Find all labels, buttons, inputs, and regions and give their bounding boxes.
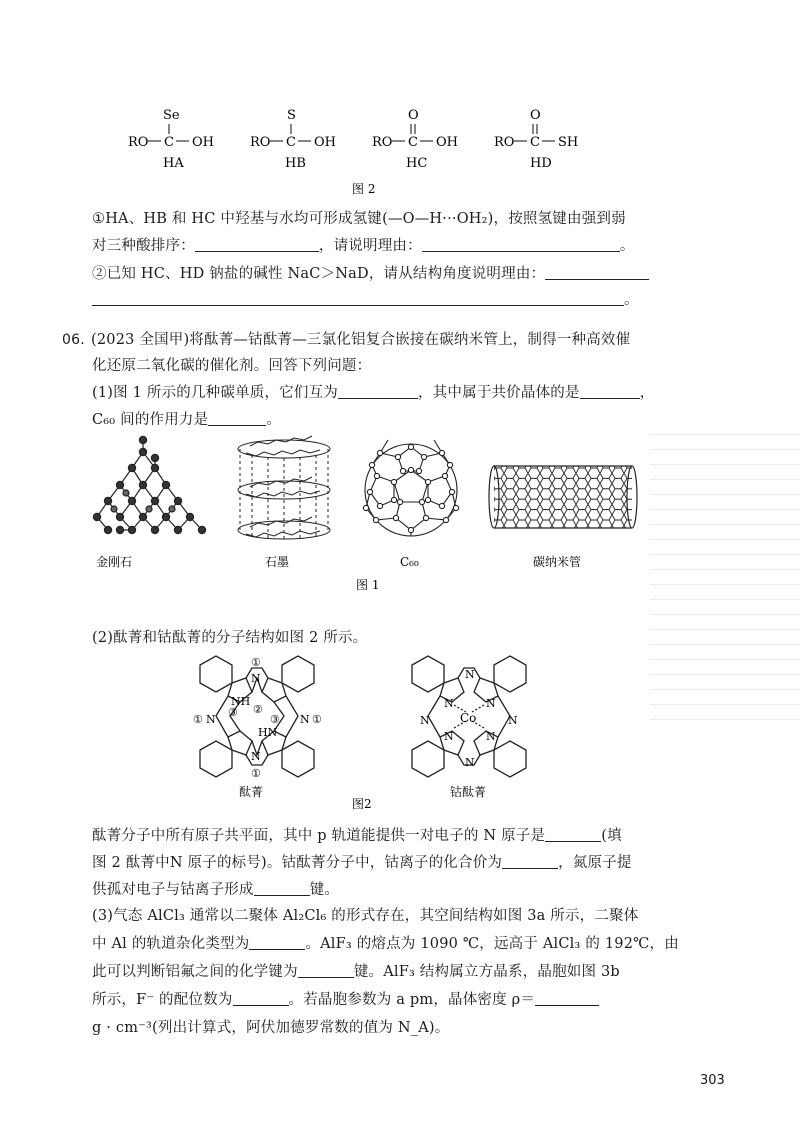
label-graphite: 石墨 (265, 555, 290, 569)
cop-n-left: N (420, 714, 430, 727)
q2-text: ②已知 HC、HD 钠盐的碱性 NaC＞NaD，请从结构角度说明理由： (92, 266, 546, 282)
figure-2b-caption: 图2 (352, 797, 372, 811)
svg-text:S: S (287, 108, 296, 123)
ptc-n-right: N (300, 713, 310, 726)
svg-text:OH: OH (436, 135, 458, 150)
q1-text-a: 对三种酸排序： (92, 238, 195, 254)
ptc-hn: HN (258, 726, 278, 739)
ptc-mark-3-right: ③ (270, 713, 280, 726)
svg-text:OH: OH (314, 135, 336, 150)
svg-text:HD: HD (530, 156, 552, 171)
cop-n-top: N (465, 668, 475, 681)
svg-text:HB: HB (285, 156, 306, 171)
label-nanotube: 碳纳米管 (533, 555, 582, 569)
ptc-mark-right: ① (312, 713, 322, 726)
answer-blank-p2-n (545, 827, 601, 842)
svg-text:OH: OH (192, 135, 214, 150)
part2-text-f: 键。 (309, 882, 340, 898)
svg-text:C: C (530, 135, 540, 150)
part2-text-e: 供孤对电子与钴离子形成 (92, 882, 254, 898)
svg-text:SH: SH (558, 135, 579, 150)
label-c60: C₆₀ (400, 555, 419, 569)
problem-stem-line2: 化还原二氧化碳的催化剂。回答下列问题： (92, 358, 372, 374)
svg-text:RO: RO (494, 135, 515, 150)
part3-text-c: 此可以判断铝氟之间的化学键为 (92, 964, 298, 980)
ptc-n-left: N (206, 713, 216, 726)
ptc-mark-2: ② (253, 703, 263, 716)
svg-text:O: O (530, 108, 541, 123)
page-number: 303 (700, 1073, 725, 1088)
part1-text-b: ，其中属于共价晶体的是 (417, 385, 580, 401)
q1-line1: ①HA、HB 和 HC 中羟基与水均可形成氢键(—O—H···OH₂)，按照氢键由强到弱 (92, 211, 626, 227)
part3-text-b: 。AlF₃ 的熔点为 1090 ℃，远高于 AlCl₃ 的 192℃，由 (305, 936, 679, 952)
cop-n-bottom: N (465, 756, 475, 769)
part3-line5: g · cm⁻³(列出计算式，阿伏加德罗常数的值为 N_A)。 (92, 1020, 450, 1036)
part1-text-e: 。 (266, 412, 282, 428)
cop-co: Co (460, 711, 477, 725)
svg-text:C: C (408, 135, 418, 150)
label-diamond: 金刚石 (96, 555, 133, 569)
part3-line2 (92, 934, 679, 954)
ptc-nh: NH (231, 695, 251, 708)
ptc-n-bottom: N (251, 750, 261, 763)
cop-n-inner-4: N (486, 730, 496, 743)
scan-artifact (650, 420, 800, 730)
part3-text-f: 。若晶胞参数为 a pm，晶体密度 ρ＝ (288, 992, 536, 1008)
svg-text:RO: RO (372, 135, 393, 150)
part3-line1: (3)气态 AlCl₃ 通常以二聚体 Al₂Cl₆ 的形式存在，其空间结构如图 3a 所示，二聚体 (92, 908, 639, 924)
answer-blank-p3-bond (298, 963, 354, 978)
problem-stem-line1: (2023 全国甲)将酞菁—钴酞菁—三氯化铝复合嵌接在碳纳米管上，制得一种高效催 (91, 332, 631, 348)
part3-line4 (92, 990, 599, 1010)
ptc-mark-left: ① (193, 713, 203, 726)
svg-text:Se: Se (163, 108, 180, 123)
part3-text-a: 中 Al 的轨道杂化类型为 (92, 936, 250, 952)
label-cobalt-phthalocyanine: 钴酞菁 (450, 785, 487, 799)
answer-blank-p3-coord (233, 991, 289, 1006)
part2-text-b: (填 (601, 828, 622, 844)
figure-2-caption: 图 2 (352, 182, 376, 196)
part2-intro: (2)酞菁和钴酞菁的分子结构如图 2 所示。 (92, 630, 368, 646)
problem-number: 06. (62, 332, 85, 348)
svg-text:RO: RO (128, 135, 149, 150)
figure-1-caption: 图 1 (356, 578, 380, 592)
ptc-mark-3: ③ (228, 706, 238, 719)
part1-text-c: ， (639, 385, 655, 401)
cop-n-inner-1: N (444, 697, 454, 710)
label-phthalocyanine: 酞菁 (239, 785, 264, 799)
part1-text-d: C₆₀ 间的作用力是 (92, 412, 209, 428)
answer-blank-p2-bond (254, 881, 310, 896)
part2-text-d: ，氮原子提 (558, 855, 632, 871)
q1-text-b: ，请说明理由： (318, 238, 422, 254)
svg-text:C: C (164, 135, 174, 150)
part2-text-c: 图 2 酞菁中N 原子的标号)。钴酞菁分子中，钴离子的化合价为 (92, 855, 503, 871)
cop-n-inner-2: N (486, 697, 496, 710)
part3-text-d: 键。AlF₃ 结构属立方晶系，晶胞如图 3b (353, 964, 620, 980)
part3-text-e: 所示，F⁻ 的配位数为 (92, 992, 233, 1008)
svg-text:RO: RO (250, 135, 271, 150)
svg-text:O: O (408, 108, 419, 123)
part2-text-a: 酞菁分子中所有原子共平面，其中 p 轨道能提供一对电子的 N 原子是 (92, 828, 546, 844)
answer-blank-p3-density (535, 991, 599, 1006)
part2-line3 (92, 880, 339, 900)
cop-n-right: N (508, 714, 518, 727)
answer-blank-p3-hybrid (249, 935, 305, 950)
part2-line1 (92, 826, 622, 846)
svg-text:HC: HC (406, 156, 428, 171)
svg-text:HA: HA (163, 156, 184, 171)
ptc-n-top: N (251, 672, 261, 685)
cop-n-inner-3: N (444, 730, 454, 743)
part2-line2 (92, 853, 632, 873)
q1-text-c: 。 (619, 238, 635, 254)
ptc-mark-top: ① (251, 656, 261, 669)
answer-blank-p2-valence (502, 854, 558, 869)
part3-line3 (92, 962, 620, 982)
part1-text-a: (1)图 1 所示的几种碳单质，它们互为 (92, 385, 338, 401)
q2-end: 。 (624, 292, 639, 308)
svg-text:C: C (286, 135, 296, 150)
ptc-mark-bottom: ① (251, 767, 261, 780)
